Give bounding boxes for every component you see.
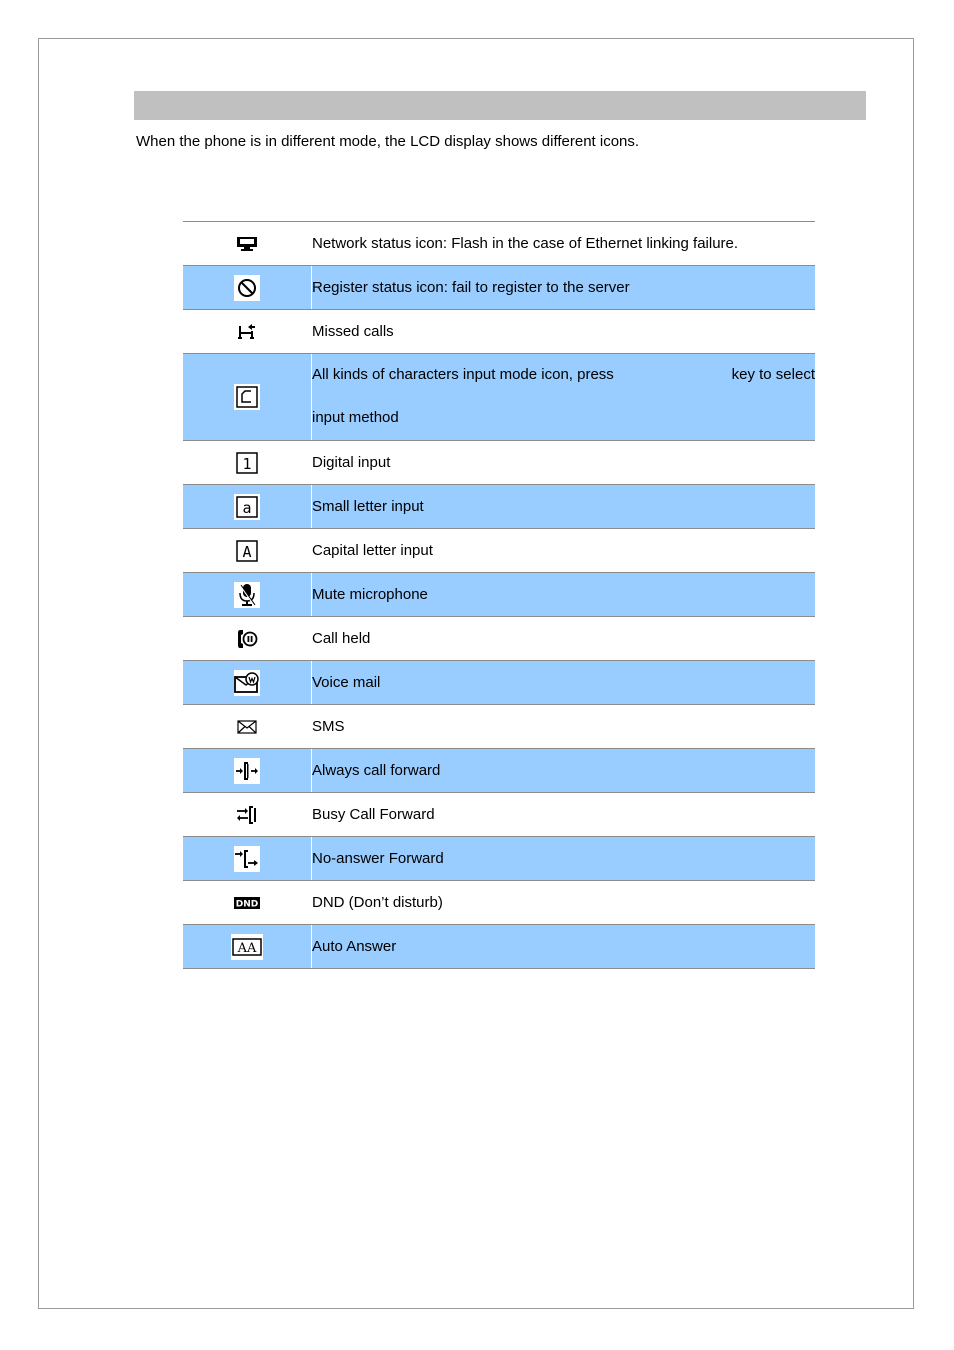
row-description: Always call forward — [312, 761, 441, 779]
table-row — [183, 266, 815, 310]
input-mode-icon — [234, 384, 260, 410]
lcd-icon-table — [183, 221, 815, 969]
small-letter-input-icon — [234, 494, 260, 520]
table-row — [183, 661, 815, 705]
row-description: Busy Call Forward — [312, 805, 435, 823]
section-header-bar — [134, 91, 866, 120]
row-description: DND (Don’t disturb) — [312, 893, 443, 911]
dnd-icon — [234, 890, 260, 916]
table-row — [183, 749, 815, 793]
table-row — [183, 925, 815, 969]
row-description: Missed calls — [312, 322, 394, 340]
table-row — [183, 529, 815, 573]
table-row — [183, 617, 815, 661]
table-row — [183, 441, 815, 485]
row-description: Voice mail — [312, 673, 381, 691]
table-row — [183, 222, 815, 266]
table-row — [183, 354, 815, 441]
svg-text:DND: DND — [235, 899, 259, 909]
row-description: Capital letter input — [312, 541, 433, 559]
svg-text:1: 1 — [242, 454, 252, 473]
svg-text:A: A — [242, 542, 252, 561]
table-row — [183, 793, 815, 837]
row-description: No-answer Forward — [312, 849, 444, 867]
call-held-icon — [234, 626, 260, 652]
no-answer-forward-icon — [234, 846, 260, 872]
row-description: Small letter input — [312, 497, 424, 515]
svg-text:AA: AA — [237, 940, 257, 956]
busy-call-forward-icon — [234, 802, 260, 828]
table-row — [183, 573, 815, 617]
missed-calls-icon — [234, 319, 260, 345]
row-description: Digital input — [312, 453, 391, 471]
row-description: SMS — [312, 717, 345, 735]
always-call-forward-icon — [234, 758, 260, 784]
row-description: All kinds of characters input mode icon, press key to select input method — [312, 366, 815, 426]
network-status-icon — [234, 231, 260, 257]
voice-mail-icon — [234, 670, 260, 696]
table-row — [183, 705, 815, 749]
table-row — [183, 310, 815, 354]
digital-input-icon — [234, 450, 260, 476]
register-status-icon — [234, 275, 260, 301]
row-description: Mute microphone — [312, 585, 428, 603]
auto-answer-icon — [231, 934, 263, 960]
table-row — [183, 485, 815, 529]
table-row — [183, 881, 815, 925]
row-description: Call held — [312, 629, 371, 647]
intro-text: When the phone is in different mode, the LCD display shows different icons. — [136, 133, 640, 150]
mute-microphone-icon — [234, 582, 260, 608]
capital-letter-input-icon — [234, 538, 260, 564]
table-row — [183, 837, 815, 881]
row-description: Network status icon: Flash in the case of Ethernet linking failure. — [312, 234, 739, 252]
row-description: Register status icon: fail to register to the server — [312, 278, 630, 296]
svg-text:a: a — [242, 498, 252, 517]
row-description: Auto Answer — [312, 937, 397, 955]
sms-icon — [234, 714, 260, 740]
